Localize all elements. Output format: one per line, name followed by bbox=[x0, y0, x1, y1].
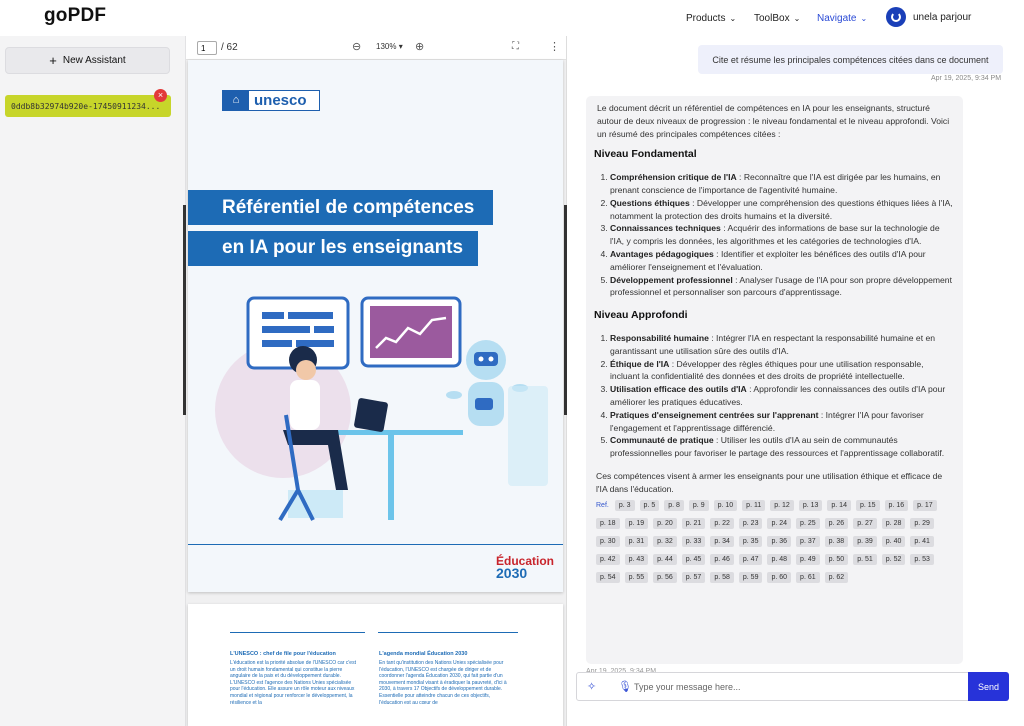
page-ref-chip[interactable]: p. 39 bbox=[853, 536, 877, 547]
competence-term: Compréhension critique de l'IA bbox=[610, 172, 737, 183]
page-ref-chip[interactable]: p. 12 bbox=[770, 500, 794, 511]
competence-item bbox=[610, 434, 953, 460]
new-assistant-button[interactable] bbox=[5, 47, 170, 74]
page-ref-chip[interactable]: p. 17 bbox=[913, 500, 937, 511]
unesco-logo-word: unesco bbox=[254, 92, 307, 109]
plus-icon: + bbox=[49, 53, 57, 68]
user-menu[interactable] bbox=[886, 7, 971, 27]
competence-text: : Approfondir les connaissances des outils d'IA pour améliorer les pratiques éducatives. bbox=[610, 384, 946, 407]
competence-item bbox=[610, 332, 953, 358]
chevron-down-icon: ⌄ bbox=[860, 13, 868, 23]
close-icon[interactable]: × bbox=[154, 89, 167, 102]
page-ref-chip[interactable]: p. 27 bbox=[853, 518, 877, 529]
page-ref-chip[interactable]: p. 19 bbox=[625, 518, 649, 529]
competence-term: Responsabilité humaine bbox=[610, 332, 709, 343]
page-ref-chip[interactable]: p. 24 bbox=[767, 518, 791, 529]
competence-text: : Intégrer l'IA en respectant la responsabilité humaine et en garantissant une utilisation sûre des outils d'IA. bbox=[610, 332, 936, 356]
page-ref-chip[interactable]: p. 46 bbox=[710, 554, 734, 565]
page-ref-chip[interactable]: p. 55 bbox=[625, 572, 649, 583]
nav-toolbox[interactable] bbox=[754, 0, 800, 36]
chevron-down-icon: ⌄ bbox=[793, 13, 801, 23]
message-composer bbox=[576, 672, 1008, 701]
competence-term: Connaissances techniques bbox=[610, 223, 721, 234]
pdf-toolbar bbox=[186, 36, 567, 60]
competence-item bbox=[610, 171, 953, 197]
nav-navigate[interactable] bbox=[817, 0, 867, 36]
chat-panel bbox=[567, 36, 1024, 726]
ref-label: Ref. bbox=[596, 501, 609, 509]
page-ref-chip[interactable]: p. 34 bbox=[710, 536, 734, 547]
page2-col1-heading: L'UNESCO : chef de file pour l'éducation bbox=[230, 651, 336, 657]
user-name: unela parjour bbox=[913, 11, 972, 23]
section-heading-fondamental: Niveau Fondamental bbox=[594, 148, 697, 161]
page-ref-chip[interactable]: p. 31 bbox=[625, 536, 649, 547]
page-ref-chip[interactable]: p. 43 bbox=[625, 554, 649, 565]
page-ref-chip[interactable]: p. 11 bbox=[742, 500, 765, 511]
competence-item bbox=[610, 383, 953, 409]
magic-wand-icon[interactable]: ✧ bbox=[587, 681, 597, 693]
nav-products[interactable] bbox=[686, 0, 736, 36]
page-ref-chip[interactable]: p. 37 bbox=[796, 536, 820, 547]
cover-title-line-1: Référentiel de compétences bbox=[222, 197, 475, 218]
page-ref-chip[interactable]: p. 29 bbox=[910, 518, 934, 529]
competence-text: : Reconnaître que l'IA est dirigée par les humains, en prenant conscience de l'importance de l'agentivité humaine. bbox=[610, 172, 941, 195]
competence-item bbox=[610, 222, 953, 248]
page-ref-chip[interactable]: p. 23 bbox=[739, 518, 763, 529]
competence-text: : Développer des règles éthiques pour une utilisation responsable, incluant la confidentialité des données et des droits de propriété intellectuelle. bbox=[610, 358, 924, 382]
competence-term: Utilisation efficace des outils d'IA bbox=[610, 384, 747, 395]
nav-navigate-label: Navigate bbox=[817, 12, 857, 24]
education-2030-logo bbox=[496, 555, 554, 579]
approfondi-list bbox=[596, 332, 953, 460]
page-ref-chip[interactable]: p. 26 bbox=[825, 518, 849, 529]
page-ref-chip[interactable]: p. 30 bbox=[596, 536, 620, 547]
competence-item bbox=[610, 409, 953, 435]
page-references bbox=[596, 500, 956, 590]
page-ref-chip[interactable]: p. 62 bbox=[825, 572, 849, 583]
page-ref-chip[interactable]: p. 38 bbox=[825, 536, 849, 547]
competence-item bbox=[610, 197, 953, 223]
page-ref-chip[interactable]: p. 60 bbox=[767, 572, 791, 583]
page-ref-chip[interactable]: p. 25 bbox=[796, 518, 820, 529]
page-ref-chip[interactable]: p. 33 bbox=[682, 536, 706, 547]
fondamental-list bbox=[596, 171, 953, 299]
send-button[interactable]: Send bbox=[968, 672, 1009, 701]
page2-rule-right bbox=[378, 632, 518, 633]
page-ref-chip[interactable]: p. 42 bbox=[596, 554, 620, 565]
page-rule bbox=[188, 544, 563, 545]
message-input[interactable] bbox=[634, 679, 954, 695]
page-ref-chip[interactable]: p. 3 bbox=[615, 500, 635, 511]
page-ref-chip[interactable]: p. 58 bbox=[710, 572, 734, 583]
page-ref-chip[interactable]: p. 20 bbox=[653, 518, 677, 529]
competence-text: : Analyser l'usage de l'IA pour son propre développement professionnel et personnaliser son parcours d'apprentissage. bbox=[610, 274, 952, 298]
cover-title-line-2: en IA pour les enseignants bbox=[222, 237, 464, 258]
user-message-timestamp: Apr 19, 2025, 9:34 PM bbox=[931, 75, 1002, 82]
resize-handle-left[interactable] bbox=[183, 205, 186, 415]
page-ref-chip[interactable]: p. 54 bbox=[596, 572, 620, 583]
competence-text: : Utiliser les outils d'IA au sein de communautés professionnelles pour favoriser le partage des ressources et l'apprentissage collaboratif. bbox=[610, 435, 945, 459]
page-ref-chip[interactable]: p. 56 bbox=[653, 572, 677, 583]
page-ref-chip[interactable]: p. 21 bbox=[682, 518, 706, 529]
pdf-page-1 bbox=[188, 60, 563, 592]
page-ref-chip[interactable]: p. 57 bbox=[682, 572, 706, 583]
competence-text: : Intégrer l'IA pour favoriser l'engagement et l'apprentissage différencié. bbox=[610, 409, 924, 433]
competence-item bbox=[610, 248, 953, 274]
zoom-select[interactable]: 130% ▾ bbox=[376, 42, 403, 51]
zoom-level: 130% bbox=[376, 42, 397, 51]
unesco-logo bbox=[222, 90, 320, 111]
app-logo[interactable]: goPDF bbox=[44, 5, 107, 26]
fullscreen-icon[interactable]: ⛶ bbox=[512, 41, 519, 52]
page-ref-chip[interactable]: p. 13 bbox=[799, 500, 823, 511]
page-ref-chip[interactable]: p. 22 bbox=[710, 518, 734, 529]
page-ref-chip[interactable]: p. 41 bbox=[910, 536, 934, 547]
page-ref-chip[interactable]: p. 45 bbox=[682, 554, 706, 565]
cover-illustration bbox=[188, 290, 563, 550]
user-avatar-icon bbox=[886, 7, 906, 27]
competence-term: Développement professionnel bbox=[610, 274, 733, 285]
page-ref-chip[interactable]: p. 59 bbox=[739, 572, 763, 583]
section-heading-approfondi: Niveau Approfondi bbox=[594, 309, 688, 322]
competence-text: : Développer une compréhension des questions éthiques liées à l'IA, notamment la protection des droits humains et la diversité. bbox=[610, 197, 953, 221]
new-assistant-label: New Assistant bbox=[62, 55, 126, 66]
competence-term: Avantages pédagogiques bbox=[610, 248, 714, 259]
page2-col2-body: En tant qu'institution des Nations Unies spécialisée pour l'éducation, l'UNESCO est chargée de diriger et de coordonner l'agenda Éducation 2030, qui fait partie d'un mouvement mondial visant à éradiquer la pauvreté, d'ici à 2030, à travers 17 Objectifs de développement durable. Essentielle pour atteindre chacun de ces objectifs, l'éducation est au cœur de bbox=[379, 660, 507, 706]
user-message bbox=[698, 45, 1003, 74]
page-ref-chip[interactable]: p. 52 bbox=[882, 554, 906, 565]
competence-term: Communauté de pratique bbox=[610, 435, 714, 446]
nav-products-label: Products bbox=[686, 12, 726, 24]
assistant-message bbox=[586, 96, 963, 664]
more-vertical-icon[interactable]: ⋮ bbox=[549, 41, 560, 53]
zoom-out-icon[interactable]: ⊖ bbox=[352, 41, 362, 53]
competence-term: Pratiques d'enseignement centrées sur l'apprenant bbox=[610, 409, 819, 420]
sidebar bbox=[0, 36, 186, 726]
zoom-in-icon[interactable]: ⊕ bbox=[415, 41, 425, 53]
competence-term: Éthique de l'IA bbox=[610, 358, 670, 369]
edu-logo-top: Éducation bbox=[496, 554, 555, 568]
page-ref-chip[interactable]: p. 51 bbox=[853, 554, 877, 565]
page-ref-chip[interactable]: p. 10 bbox=[714, 500, 738, 511]
page2-col1-body: L'éducation est la priorité absolue de l'UNESCO car c'est un droit humain fondamental qui constitue la pierre angulaire de la paix et du développement durable. L'UNESCO est l'agence des Nations Unies spécialisée pour l'éducation. Elle assure un rôle moteur aux niveaux mondial et régional pour renforcer le développement, la résilience et la bbox=[230, 660, 356, 706]
competence-item bbox=[610, 274, 953, 300]
page-ref-chip[interactable]: p. 14 bbox=[827, 500, 851, 511]
answer-outro: Ces compétences visent à armer les enseignants pour une utilisation éthique et efficace de l'IA dans l'éducation. bbox=[596, 470, 943, 494]
page-ref-chip[interactable]: p. 40 bbox=[882, 536, 906, 547]
page-ref-chip[interactable]: p. 28 bbox=[882, 518, 906, 529]
page-ref-chip[interactable]: p. 16 bbox=[885, 500, 909, 511]
page-ref-chip[interactable]: p. 5 bbox=[640, 500, 660, 511]
page-ref-chip[interactable]: p. 49 bbox=[796, 554, 820, 565]
competence-text: : Acquérir des informations de base sur la technologie de l'IA, y compris les données, les algorithmes et les catégories de technologies d'IA. bbox=[610, 223, 940, 247]
answer-intro: Le document décrit un référentiel de compétences en IA pour les enseignants, structuré autour de deux niveaux de progression : le niveau fondamental et le niveau approfondi. Voici un résumé des principales compétences citées : bbox=[597, 103, 950, 139]
page-ref-chip[interactable]: p. 32 bbox=[653, 536, 677, 547]
page-ref-chip[interactable]: p. 18 bbox=[596, 518, 620, 529]
page-ref-chip[interactable]: p. 48 bbox=[767, 554, 791, 565]
document-chip[interactable]: 0ddb8b32974b920e-17450911234... bbox=[5, 95, 171, 117]
page-ref-chip[interactable]: p. 15 bbox=[856, 500, 880, 511]
page-ref-chip[interactable]: p. 8 bbox=[664, 500, 684, 511]
page-ref-chip[interactable]: p. 36 bbox=[767, 536, 791, 547]
page-ref-chip[interactable]: p. 61 bbox=[796, 572, 820, 583]
page-ref-chip[interactable]: p. 35 bbox=[739, 536, 763, 547]
page-ref-chip[interactable]: p. 44 bbox=[653, 554, 677, 565]
edu-logo-year: 2030 bbox=[496, 565, 528, 581]
competence-item bbox=[610, 358, 953, 384]
unesco-temple-icon: ⌂ bbox=[223, 91, 249, 110]
nav-toolbox-label: ToolBox bbox=[754, 12, 790, 24]
page-ref-chip[interactable]: p. 47 bbox=[739, 554, 763, 565]
microphone-icon[interactable]: 🎙 bbox=[618, 681, 632, 693]
chevron-down-icon: ⌄ bbox=[729, 13, 737, 23]
page-number-input[interactable] bbox=[197, 41, 217, 55]
page-ref-chip[interactable]: p. 53 bbox=[910, 554, 934, 565]
page2-col2-heading: L'agenda mondial Éducation 2030 bbox=[379, 651, 468, 657]
page-ref-chip[interactable]: p. 50 bbox=[825, 554, 849, 565]
pdf-page-2 bbox=[188, 604, 563, 726]
competence-text: : Identifier et exploiter les bénéfices des outils d'IA pour améliorer l'enseignement et l'évaluation. bbox=[610, 248, 926, 272]
page-total: / 62 bbox=[221, 42, 238, 53]
page-ref-chip[interactable]: p. 9 bbox=[689, 500, 709, 511]
page2-rule-left bbox=[230, 632, 365, 633]
competence-term: Questions éthiques bbox=[610, 197, 690, 208]
top-header bbox=[0, 0, 1024, 36]
user-message-text: Cite et résume les principales compétences citées dans ce document bbox=[712, 54, 989, 65]
